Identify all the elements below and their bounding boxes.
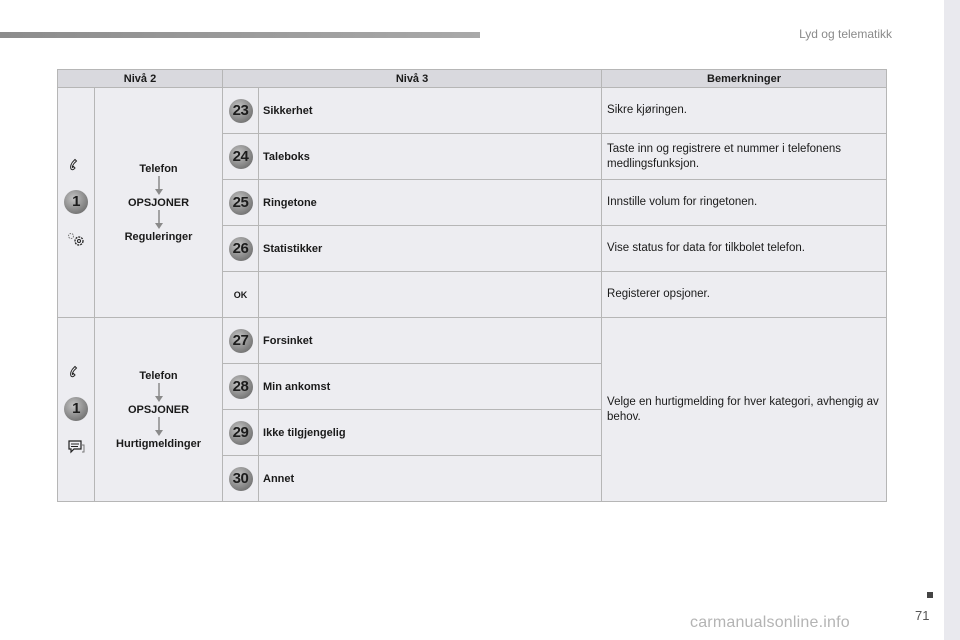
num-cell <box>223 410 259 456</box>
menu-step-telefon: Telefon <box>139 162 178 175</box>
table-header-row <box>58 70 887 88</box>
option-remark: Sikre kjøringen. <box>602 88 887 134</box>
step-badge: 26 <box>229 237 253 261</box>
option-label: Annet <box>259 456 602 502</box>
table-row <box>58 318 887 364</box>
settings-gear-icon <box>65 232 87 248</box>
menu-step-telefon: Telefon <box>139 369 178 382</box>
table-row <box>58 88 887 134</box>
ok-label: OK <box>233 289 248 300</box>
step-badge: 28 <box>229 375 253 399</box>
settings-table <box>57 69 887 502</box>
group1-icons-cell <box>58 88 95 318</box>
option-label: Min ankomst <box>259 364 602 410</box>
num-cell <box>223 364 259 410</box>
watermark: carmanualsonline.info <box>690 614 850 631</box>
menu-step-opsjoner: OPSJONER <box>127 403 190 416</box>
header-bar <box>0 32 480 38</box>
down-arrow-icon <box>155 383 163 403</box>
step-badge: 1 <box>64 190 88 214</box>
option-remark: Vise status for data for tilkbolet telefon. <box>602 226 887 272</box>
num-cell <box>223 318 259 364</box>
step-badge: 30 <box>229 467 253 491</box>
num-cell <box>223 226 259 272</box>
option-remark: Innstille volum for ringetonen. <box>602 180 887 226</box>
down-arrow-icon <box>155 417 163 437</box>
header-level3: Nivå 3 <box>223 70 602 88</box>
group2-menu-path <box>95 318 223 502</box>
group2-remark: Velge en hurtigmelding for hver kategori, avhengig av behov. <box>602 318 887 502</box>
group1-menu-path <box>95 88 223 318</box>
menu-step-hurtigmeldinger: Hurtigmeldinger <box>116 437 201 450</box>
option-remark: Registerer opsjoner. <box>602 272 887 318</box>
option-remark: Taste inn og registrere et nummer i telefonens medlingsfunksjon. <box>602 134 887 180</box>
page-edge-strip <box>944 0 960 640</box>
down-arrow-icon <box>155 210 163 230</box>
page-header-title: Lyd og telematikk <box>799 27 892 41</box>
page-number: 71 <box>915 608 930 623</box>
option-label: Forsinket <box>259 318 602 364</box>
phone-handset-icon <box>69 365 83 379</box>
option-label: Statistikker <box>259 226 602 272</box>
num-cell <box>223 180 259 226</box>
num-cell <box>223 88 259 134</box>
page-marker <box>927 592 933 598</box>
step-badge: 25 <box>229 191 253 215</box>
step-badge: 23 <box>229 99 253 123</box>
num-cell <box>223 134 259 180</box>
menu-step-opsjoner: OPSJONER <box>127 196 190 209</box>
num-cell <box>223 456 259 502</box>
num-cell <box>223 272 259 318</box>
step-badge: 27 <box>229 329 253 353</box>
phone-handset-icon <box>69 158 83 172</box>
step-badge: 1 <box>64 397 88 421</box>
menu-step-reguleringer: Reguleringer <box>124 230 193 243</box>
header-remarks: Bemerkninger <box>602 70 887 88</box>
option-label: Ikke tilgjengelig <box>259 410 602 456</box>
option-label: Ringetone <box>259 180 602 226</box>
option-label: Sikkerhet <box>259 88 602 134</box>
group2-icons-cell <box>58 318 95 502</box>
down-arrow-icon <box>155 176 163 196</box>
step-badge: 29 <box>229 421 253 445</box>
message-bubble-icon <box>66 439 86 455</box>
option-label <box>259 272 602 318</box>
step-badge: 24 <box>229 145 253 169</box>
option-label: Taleboks <box>259 134 602 180</box>
header-level2: Nivå 2 <box>58 70 223 88</box>
